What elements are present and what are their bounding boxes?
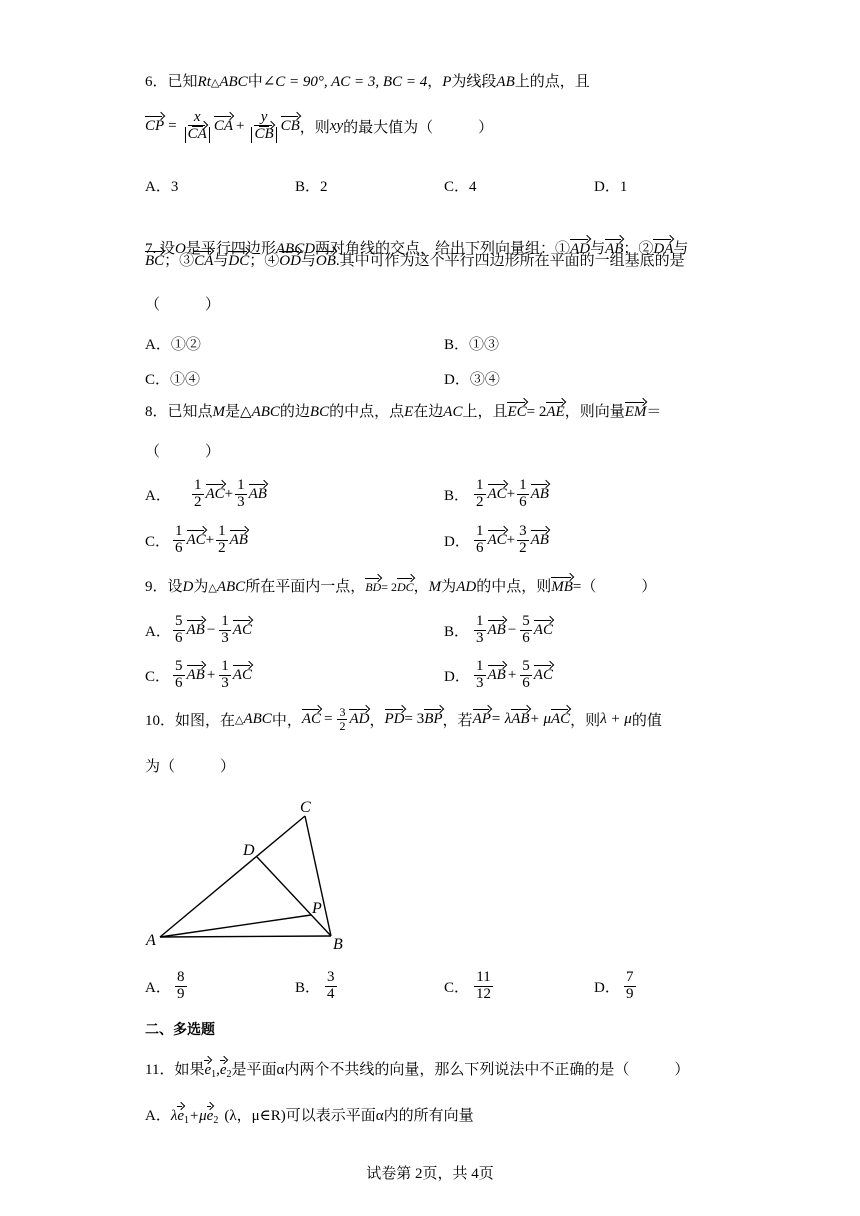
denominator: 6 xyxy=(175,674,183,691)
segment-bc xyxy=(305,816,331,936)
numerator: 3 xyxy=(339,705,346,719)
vector-ab: AB xyxy=(511,710,530,727)
fraction xyxy=(474,659,486,692)
q6-xy: xy xyxy=(329,117,344,134)
q8-m: M xyxy=(212,404,226,420)
q6-text: 为线段 xyxy=(451,74,497,90)
vector-cp: CP xyxy=(145,117,165,134)
vector-ad: AD xyxy=(570,241,591,257)
q7-text: ；③ xyxy=(164,253,195,269)
equals-sign: = xyxy=(168,117,177,134)
q6-option-d[interactable]: D．1 xyxy=(594,179,628,195)
q6-abc: ABC xyxy=(219,74,248,90)
denominator: 2 xyxy=(218,539,226,556)
vector-ab: AB xyxy=(248,485,267,502)
q6-text: 已知 xyxy=(167,74,198,90)
numerator: 5 xyxy=(522,613,530,629)
q7-text: .其中可作为这个平行四边形所在平面的一组基底的是 xyxy=(335,253,685,269)
denominator: 2 xyxy=(194,493,202,510)
q7-option-b[interactable]: B．①③ xyxy=(444,337,500,353)
q6-option-b[interactable]: B．2 xyxy=(295,179,328,195)
q8-option-d[interactable] xyxy=(444,524,549,557)
fraction xyxy=(624,970,636,1003)
q10-text: ， xyxy=(369,712,385,729)
q11-plus-mu: +μ xyxy=(189,1108,207,1124)
fraction xyxy=(173,614,185,647)
denominator: 6 xyxy=(175,629,183,646)
denominator: 6 xyxy=(522,674,530,691)
q9-option-b[interactable] xyxy=(444,614,553,647)
option-label: A． xyxy=(145,979,171,996)
fraction xyxy=(192,478,204,511)
numerator: 8 xyxy=(177,969,185,985)
vector-ab: AB xyxy=(530,531,549,548)
q10-text: 的值 xyxy=(631,712,662,729)
q6-text: 中 xyxy=(247,74,263,90)
vector-bc: BC xyxy=(145,253,165,269)
numerator: 5 xyxy=(175,613,183,629)
numerator: 5 xyxy=(522,658,530,674)
q10-abc: ABC xyxy=(243,710,272,727)
q10-text: ，若 xyxy=(442,712,473,729)
option-label: D． xyxy=(444,533,470,550)
denominator: 2 xyxy=(339,718,346,733)
plus-sign: + xyxy=(205,531,215,548)
q10-triangle-figure xyxy=(140,795,360,955)
vector-ob: OB xyxy=(315,253,336,269)
label-c: C xyxy=(300,799,311,816)
q9-text: 9．设 xyxy=(145,579,183,595)
q9-option-d[interactable] xyxy=(444,659,553,692)
plus-sign: + xyxy=(235,117,245,134)
fraction xyxy=(337,706,347,732)
q7-paren: （ ） xyxy=(145,297,221,313)
fraction xyxy=(235,478,247,511)
triangle-symbol: △ xyxy=(235,713,244,726)
q7-stem-line2 xyxy=(145,249,685,270)
vector-e1: e xyxy=(204,1062,212,1078)
minus-sign: − xyxy=(507,621,517,638)
fraction xyxy=(474,478,486,511)
denominator: 9 xyxy=(177,985,185,1002)
q7-text: 与 xyxy=(213,253,229,269)
fraction xyxy=(173,524,185,557)
denominator: 2 xyxy=(476,493,484,510)
vector-od: OD xyxy=(279,253,301,269)
vector-ac: AC xyxy=(487,531,507,548)
q7-text: 7. 设 xyxy=(145,241,176,257)
subscript: 1 xyxy=(211,1069,217,1080)
option-label: B． xyxy=(295,979,321,996)
q7-o: O xyxy=(175,241,186,257)
q6-stem-line1 xyxy=(145,70,590,91)
vector-ab: AB xyxy=(487,666,506,683)
option-label: A． xyxy=(145,487,171,504)
plus-sign: + xyxy=(506,531,516,548)
option-label: D． xyxy=(594,979,620,996)
denominator: 3 xyxy=(221,674,229,691)
numerator: 1 xyxy=(519,477,527,493)
fraction xyxy=(474,614,486,647)
q7-text: 与 xyxy=(590,241,606,257)
q7-option-a[interactable]: A．①② xyxy=(145,337,201,353)
q7-abcd: ABCD xyxy=(275,241,316,257)
q7-text: 是平行四边形 xyxy=(185,241,276,257)
vector-ca: CA xyxy=(187,125,207,142)
q11-text: (λ，μ∈R)可以表示平面α内的所有向量 xyxy=(224,1108,474,1124)
equals-sign: = xyxy=(324,710,333,727)
q11-option-a[interactable] xyxy=(145,1104,474,1126)
denominator: 3 xyxy=(237,493,245,510)
label-d: D xyxy=(243,842,255,859)
label-b: B xyxy=(333,936,343,953)
q9-stem xyxy=(145,575,656,596)
vector-ac: AC xyxy=(232,666,252,683)
q11-lambda: λ xyxy=(170,1108,178,1124)
q8-stem xyxy=(145,400,661,421)
fraction xyxy=(325,970,337,1003)
option-label: D． xyxy=(444,668,470,685)
vector-ab: AB xyxy=(605,241,624,257)
q8-text: ，则向量 xyxy=(564,404,625,420)
option-label: C． xyxy=(145,668,171,685)
q11-text: 11．如果 xyxy=(145,1062,205,1078)
q6-formula-line xyxy=(145,110,493,143)
vector-ap: AP xyxy=(472,710,491,727)
q10-text: = 3 xyxy=(404,710,425,727)
plus-sign: + xyxy=(507,666,517,683)
q8-text: 的边 xyxy=(279,404,310,420)
denominator: 3 xyxy=(476,629,484,646)
fraction xyxy=(517,478,529,511)
vector-cb: CB xyxy=(254,125,274,142)
denominator: 3 xyxy=(476,674,484,691)
denominator: 6 xyxy=(519,493,527,510)
option-label: C． xyxy=(444,979,470,996)
vector-ab: AB xyxy=(487,621,506,638)
vector-cb: CB xyxy=(280,117,300,134)
q8-text: ＝ xyxy=(646,404,662,420)
minus-sign: − xyxy=(206,621,216,638)
vector-mb: MB xyxy=(551,579,573,595)
vector-dc: DC xyxy=(228,253,250,269)
fraction xyxy=(520,659,532,692)
q9-option-a[interactable] xyxy=(145,614,252,647)
q7-text: ；④ xyxy=(249,253,280,269)
vector-ac: AC xyxy=(551,710,571,727)
plus-sign: + xyxy=(224,485,234,502)
q9-option-c[interactable] xyxy=(145,659,252,692)
q10-text: ，则 xyxy=(570,712,601,729)
q10-line2: 为（ ） xyxy=(145,759,236,775)
triangle-symbol: △ xyxy=(210,77,220,89)
vector-ac: AC xyxy=(232,621,252,638)
vector-ad: AD xyxy=(349,710,370,727)
option-label: B． xyxy=(444,487,470,504)
vector-ac: AC xyxy=(205,485,225,502)
fraction xyxy=(216,524,228,557)
q10-option-c[interactable] xyxy=(444,970,495,1003)
fraction-numerator: x xyxy=(193,109,201,125)
denominator: 2 xyxy=(519,539,527,556)
vector-e1: e xyxy=(177,1108,185,1124)
q9-ad: AD xyxy=(456,579,477,595)
q9-text: 所在平面内一点， xyxy=(245,579,366,595)
fraction xyxy=(474,524,486,557)
denominator: 6 xyxy=(476,539,484,556)
fraction xyxy=(175,970,187,1003)
q9-d: D xyxy=(182,579,194,595)
q10-text: = λ xyxy=(490,710,512,727)
q6-text: 的最大值为（ ） xyxy=(343,119,494,136)
vector-da: DA xyxy=(653,241,674,257)
denominator: 4 xyxy=(327,985,335,1002)
q9-abc: ABC xyxy=(216,579,246,595)
numerator: 11 xyxy=(476,969,491,985)
vector-bd: BD xyxy=(365,580,382,594)
q10-text: 10．如图，在 xyxy=(145,712,236,729)
vector-ca: CA xyxy=(213,117,233,134)
q9-m: M xyxy=(428,579,442,595)
numerator: 1 xyxy=(237,477,245,493)
vector-em: EM xyxy=(624,404,647,420)
vector-ec: EC xyxy=(507,404,527,420)
numerator: 1 xyxy=(218,523,226,539)
q10-option-b[interactable] xyxy=(295,970,339,1003)
q7-text: ；② xyxy=(623,241,654,257)
vector-ac: AC xyxy=(533,666,553,683)
option-label: A． xyxy=(145,1108,171,1124)
q7-text: 两对角线的交点，给出下列向量组：① xyxy=(315,241,571,257)
q6-rt: Rt xyxy=(197,74,211,90)
q10-lambda-mu: λ + μ xyxy=(600,710,632,727)
q8-option-c[interactable] xyxy=(145,524,248,557)
section-heading: 二、多选题 xyxy=(145,1022,215,1038)
numerator: 7 xyxy=(626,969,634,985)
q7-option-c[interactable]: C．①④ xyxy=(145,372,201,388)
q7-text: 与 xyxy=(673,241,689,257)
q6-ab: AB xyxy=(496,74,515,90)
q7-option-d[interactable]: D．③④ xyxy=(444,372,500,388)
fraction xyxy=(219,614,231,647)
option-label: A． xyxy=(145,623,171,640)
numerator: 1 xyxy=(221,658,229,674)
vector-ac: AC xyxy=(186,531,206,548)
numerator: 5 xyxy=(175,658,183,674)
vector-ac: AC xyxy=(533,621,553,638)
q9-text: 为 xyxy=(441,579,457,595)
numerator: 1 xyxy=(476,523,484,539)
numerator: 1 xyxy=(476,658,484,674)
fraction xyxy=(520,614,532,647)
fraction-y-over-cb xyxy=(249,110,278,143)
plus-sign: + xyxy=(206,666,216,683)
fraction xyxy=(219,659,231,692)
q8-abc: ABC xyxy=(251,404,280,420)
q11-text: , xyxy=(216,1062,220,1078)
numerator: 3 xyxy=(519,523,527,539)
option-label: C． xyxy=(145,533,171,550)
q6-condition: ∠C = 90°, AC = 3, BC = 4 xyxy=(262,74,428,90)
q8-bc: BC xyxy=(309,404,330,420)
vector-ab: AB xyxy=(530,485,549,502)
vector-ca: CA xyxy=(194,253,214,269)
q8-text: 8．已知点 xyxy=(145,404,213,420)
q10-option-a[interactable] xyxy=(145,970,189,1003)
q8-text: 在边 xyxy=(413,404,444,420)
numerator: 1 xyxy=(175,523,183,539)
fraction xyxy=(173,659,185,692)
q6-text: ， xyxy=(427,74,443,90)
q8-paren: （ ） xyxy=(145,444,221,460)
q8-option-a[interactable] xyxy=(145,478,267,511)
subscript: 1 xyxy=(184,1115,190,1126)
q10-text: 中， xyxy=(271,712,302,729)
denominator: 9 xyxy=(626,985,634,1002)
q10-option-d[interactable] xyxy=(594,970,638,1003)
q8-ac: AC xyxy=(443,404,463,420)
numerator: 1 xyxy=(194,477,202,493)
subscript: 2 xyxy=(226,1069,232,1080)
label-a: A xyxy=(146,932,156,949)
q9-text: ， xyxy=(413,579,429,595)
q9-text: 为 xyxy=(193,579,209,595)
q8-text: 上，且 xyxy=(462,404,508,420)
plus-sign: + xyxy=(506,485,516,502)
question-number: 6． xyxy=(145,74,168,90)
q10-text: + μ xyxy=(529,710,551,727)
q8-text: 是△ xyxy=(225,404,252,420)
fraction xyxy=(517,524,529,557)
q6-p: P xyxy=(442,74,452,90)
vector-e2: e xyxy=(219,1062,227,1078)
vector-pd: PD xyxy=(384,710,405,727)
option-label: B． xyxy=(444,623,470,640)
q7-text: 与 xyxy=(300,253,316,269)
denominator: 6 xyxy=(522,629,530,646)
segment-bd xyxy=(257,857,331,936)
q6-text: ，则 xyxy=(299,119,330,136)
q8-text: = 2 xyxy=(526,404,547,420)
vector-bp: BP xyxy=(424,710,443,727)
page-footer: 试卷第 2页，共 4页 xyxy=(366,1166,494,1182)
subscript: 2 xyxy=(213,1115,219,1126)
numerator: 1 xyxy=(476,613,484,629)
denominator: 12 xyxy=(476,985,491,1002)
q6-option-a[interactable]: A．3 xyxy=(145,179,179,195)
vector-ab: AB xyxy=(186,621,205,638)
numerator: 3 xyxy=(327,969,335,985)
q11-stem xyxy=(145,1058,689,1080)
q9-text: = 2 xyxy=(381,580,397,594)
denominator: 3 xyxy=(221,629,229,646)
q8-text: 的中点，点 xyxy=(329,404,405,420)
segment-ab xyxy=(160,936,331,937)
numerator: 1 xyxy=(221,613,229,629)
vector-ab: AB xyxy=(186,666,205,683)
q6-text: 上的点，且 xyxy=(514,74,590,90)
vector-e2: e xyxy=(206,1108,214,1124)
numerator: 1 xyxy=(476,477,484,493)
vector-dc: DC xyxy=(396,580,414,594)
q10-stem xyxy=(145,706,662,732)
q8-option-b[interactable] xyxy=(444,478,549,511)
denominator: 6 xyxy=(175,539,183,556)
vector-ae: AE xyxy=(546,404,565,420)
q11-text: 是平面α内两个不共线的向量，那么下列说法中不正确的是（ ） xyxy=(231,1062,690,1078)
q6-option-c[interactable]: C．4 xyxy=(444,179,477,195)
fraction-numerator: y xyxy=(260,109,268,125)
vector-ac: AC xyxy=(487,485,507,502)
q9-text: =（ ） xyxy=(572,579,657,595)
label-p: P xyxy=(312,900,322,917)
triangle-symbol: △ xyxy=(208,582,217,594)
q9-text: 的中点，则 xyxy=(476,579,552,595)
fraction xyxy=(474,970,493,1003)
q8-e: E xyxy=(404,404,414,420)
vector-ac: AC xyxy=(301,710,322,727)
fraction-x-over-ca xyxy=(183,110,212,143)
vector-ab: AB xyxy=(229,531,248,548)
